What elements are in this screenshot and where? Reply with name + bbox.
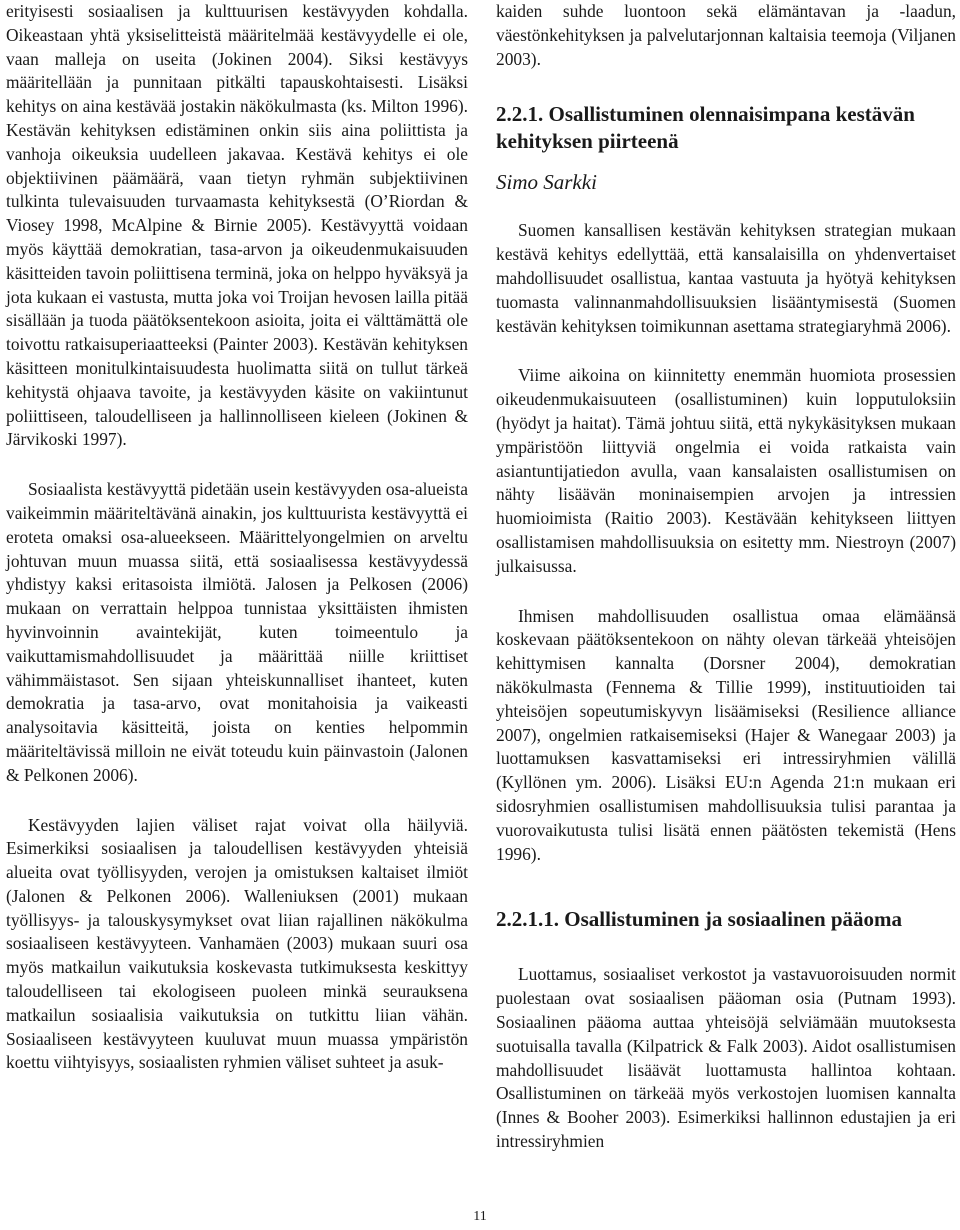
right-column [496, 0, 956, 1154]
section-heading-2-2-1-1: 2.2.1.1. Osallistuminen ja sosiaalinen pääoma [496, 907, 903, 932]
left-column [6, 0, 468, 1075]
left-paragraph-3: Kestävyyden lajien väliset rajat voivat olla häilyviä. Esimerkiksi sosiaalisen ja taloudellisen kestävyyden yhteisiä alueita ovat työllisyyden, verojen ja omistuksen kaltaiset ilmiöt (Jalonen & Pelkonen 2006). Walleniuksen (2001) mukaan työllisyys- ja talouskysymykset ovat liian rajallinen näkökulma sosiaaliseen kestävyyteen. Vanhamäen (2003) mukaan suuri osa myös matkailun vaikutuksia koskevasta tutkimuksesta keskittyy taloudelliseen tai ekologiseen puoleen minkä seurauksena matkailun sosiaalisia vaikutuksia on tutkittu liian vähän. Sosiaaliseen kestävyyteen kuuluvat muun muassa ympäristön koettu viihtyisyys, sosiaalisten ryhmien väliset suhteet ja asuk- [6, 814, 468, 1073]
right-paragraph-3: Ihmisen mahdollisuuden osallistua omaa elämäänsä koskevaan päätöksentekoon on nähty olevan tärkeää yhteisöjen kehittymisen kannalta (Dorsner 2004), demokratian näkökulmasta (Fennema & Tillie 1999), instituutioiden tai yhteisöjen sopeutumiskyvyn lisäämiseksi (Resilience alliance 2007), ongelmien ratkaisemiseksi (Hajer & Wanegaar 2003) ja luottamuksen kasvattamiseksi eri intressiryhmien välillä (Kyllönen ym. 2006). Lisäksi EU:n Agenda 21:n mukaan eri sidosryhmien osallistumisen mahdollisuuksia tulisi parantaa ja vuorovaikutusta tulisi lisätä ennen päätösten tekemistä (Hens 1996). [496, 605, 956, 864]
right-paragraph-4: Luottamus, sosiaaliset verkostot ja vastavuoroisuuden normit puolestaan ovat sosiaalisen pääoman osia (Putnam 1993). Sosiaalinen pääoma auttaa yhteisöjä selviämään muutoksesta suotuisalla tavalla (Kilpatrick & Falk 2003). Aidot osallistumisen mahdollisuudet lisäävät luottamusta hallintoa kohtaan. Osallistuminen on tärkeää myös verkostojen luomisen kannalta (Innes & Booher 2003). Esimerkiksi hallinnon edustajien ja eri intressiryhmien [496, 964, 956, 1151]
page-number: 11 [473, 1209, 487, 1224]
section-author: Simo Sarkki [496, 170, 597, 195]
right-paragraph-1: Suomen kansallisen kestävän kehityksen strategian mukaan kestävä kehitys edellyttää, että kansalaisilla on yhdenvertaiset mahdollisuudet osallistua, kantaa vastuuta ja hyötyä kehityksen tuomasta valinnanmahdollisuuksien lisääntymisestä (Suomen kestävän kehityksen toimikunnan asettama strategiaryhmä 2006). [496, 220, 956, 336]
right-paragraph-0: kaiden suhde luontoon sekä elämäntavan ja -laadun, väestönkehityksen ja palvelutarjonnan kaltaisia teemoja (Viljanen 2003). [496, 1, 956, 69]
right-paragraph-2: Viime aikoina on kiinnitetty enemmän huomiota prosessien oikeudenmukaisuuteen (osallistuminen) kuin lopputuloksiin (hyödyt ja haitat). Tämä johtuu siitä, että nykykäsityksen mukaan ympäristöön liittyviä ongelmia ei voida ratkaista vain asiantuntijatiedon avulla, vaan kansalaisten osallistumisen on nähty lisäävän moninaisempien arvojen ja intressien huomioimista (Raitio 2003). Kestävään kehitykseen liittyen osallistamisen mahdollisuuksia on esitetty mm. Niestroyn (2007) julkaisussa. [496, 365, 956, 576]
left-paragraph-2: Sosiaalista kestävyyttä pidetään usein kestävyyden osa-alueista vaikeimmin määriteltävänä ainakin, jos kulttuurista kestävyyttä ei eroteta omaksi osa-alueekseen. Määrittelyongelmien on arveltu johtuvan muun muassa siitä, että sosiaalisessa kestävyydessä yhdistyy kaksi eritasoista ilmiötä. Jalosen ja Pelkosen (2006) mukaan on verrattain helppoa tunnistaa yksittäisten ihmisten hyvinvoinnin avaintekijät, kuten toimeentulo ja vaikuttamismahdollisuudet ja määrittää niille kriittiset vähimmäistasot. Sen sijaan yhteiskunnalliset ihanteet, kuten demokratia ja tasa-arvo, ovat monitahoisia ja vaikeasti analysoitavia käsitteitä, joista on kenties helpommin määriteltävissä milloin ne eivät toteudu kuin päinvastoin (Jalonen & Pelkonen 2006). [6, 479, 468, 785]
section-heading-2-2-1: 2.2.1. Osallistuminen olennaisimpana kestävän kehityksen piirteenä [496, 102, 915, 154]
left-paragraph-1: erityisesti sosiaalisen ja kulttuurisen kestävyyden kohdalla. Oikeastaan yhtä yksiselitteistä määritelmää kestävyydelle ei ole, vaan malleja on useita (Jokinen 2004). Siksi kestävyys määritellään ja punnitaan pitkälti tapauskohtaisesti. Lisäksi kehitys on aina kestävää jostakin näkökulmasta (ks. Milton 1996). Kestävän kehityksen edistäminen onkin siis aina poliittista ja vanhoja oikeuksia uudelleen jakavaa. Kestävä kehitys ei ole objektiivinen päämäärä, vaan tietyn ryhmän subjektiivinen tulkinta tulevaisuuden turvaamasta kehityksestä (O’Riordan & Viosey 1998, McAlpine & Birnie 2005). Kestävyyttä voidaan myös käyttää demokratian, tasa-arvon ja oikeudenmukaisuuden käsitteiden tavoin poliittisena terminä, joka on helppo hyväksyä ja jota kukaan ei vastusta, mutta joka voi Troijan hevosen lailla pitää sisällään ja tuoda päätöksentekoon asioita, joita ei välttämättä ole toivottu ratkaisuperiaatteeksi (Painter 2003). Kestävän kehityksen käsitteen monitulkintaisuudesta huolimatta siitä on tullut tärkeä kehitystä ohjaava tavoite, ja kestävyyden käsite on vakiintunut poliittiseen, taloudelliseen ja hallinnolliseen kieleen (Jokinen & Järvikoski 1997). [6, 1, 468, 450]
